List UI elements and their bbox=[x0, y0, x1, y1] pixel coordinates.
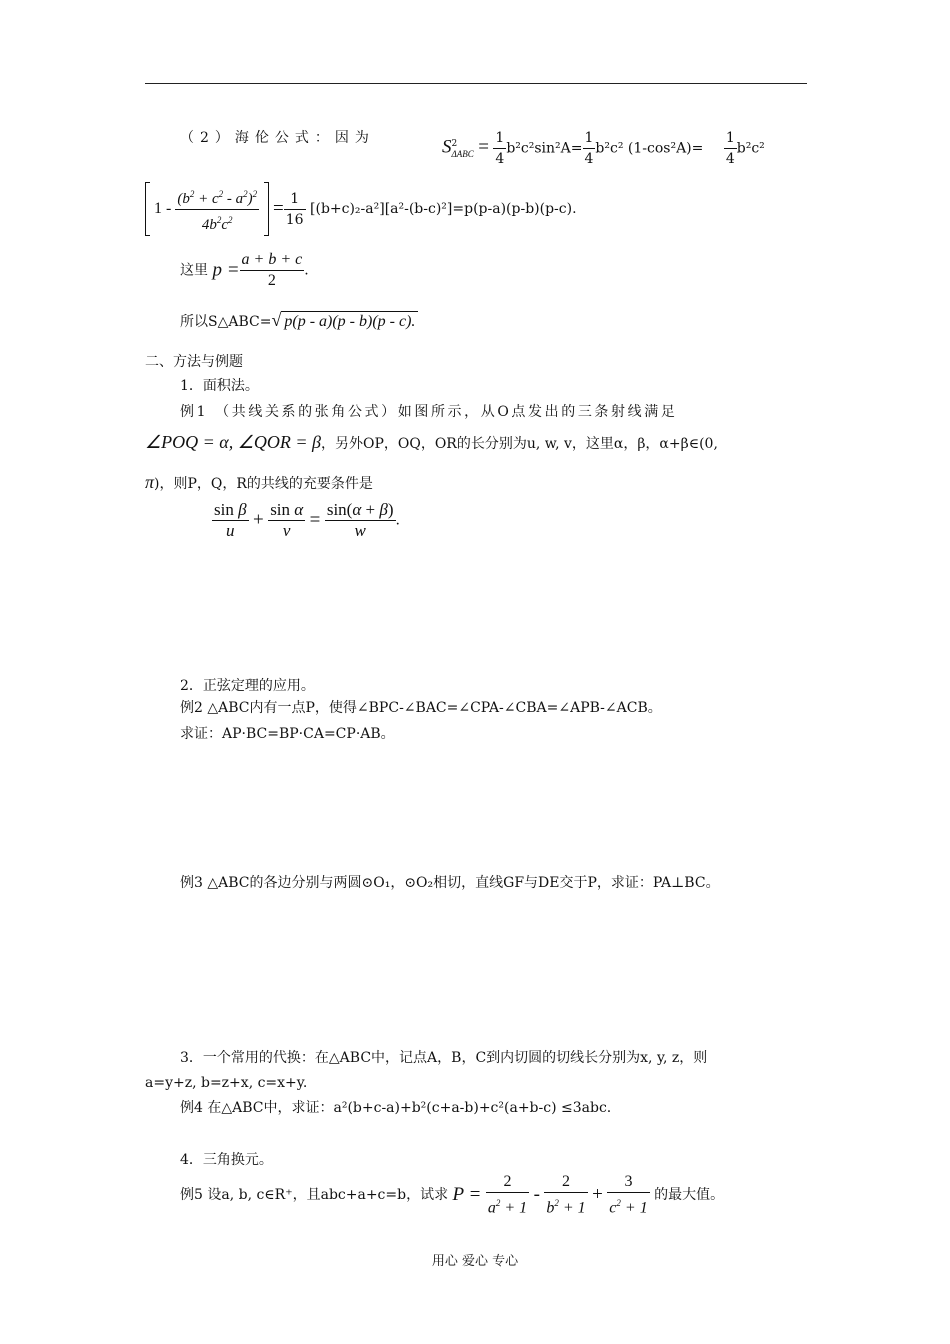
method1-title: 1．面积法。 bbox=[180, 378, 259, 394]
example5: 例5 设a, b, c∈R⁺，且abc+a+c=b，试求 P = $\frac{2}{a^2 + 1}$ - $\frac{2}{b^2 + 1}$ + $\frac{3}{c^2 + 1}$ 的最大值。 bbox=[180, 1173, 725, 1217]
p-definition: 这里 p = $\frac{a + b + c}{2}$ . bbox=[180, 251, 309, 289]
section-title: 二、方法与例题 bbox=[145, 354, 243, 370]
example1-line3: π)，则P，Q，R的共线的充要条件是 bbox=[145, 472, 373, 492]
example1-line2-tail: ，另外OP，OQ，OR的长分别为u, w, v，这里α，β，α+β∈(0, bbox=[320, 436, 718, 452]
heron-eq2: 1 - $\frac{(b^2 + c^2 - a^2)^2}{4b^2c^2}$ = $\frac{1}{16}$ [(b+c)₂-a²][a²-(b-c)²]=p(p-a)(p-b)(p-c). bbox=[145, 182, 577, 236]
heron-eq2-tail: [(b+c)₂-a²][a²-(b-c)²]=p(p-a)(p-b)(p-c). bbox=[310, 201, 577, 217]
heron-eq1-part3: b²c² bbox=[736, 140, 765, 157]
method4-title: 4．三角换元。 bbox=[180, 1152, 273, 1168]
area-label: 所以S△ABC= bbox=[180, 314, 272, 330]
example2: 例2 △ABC内有一点P，使得∠BPC-∠BAC=∠CPA-∠CBA=∠APB-∠ACB。 bbox=[180, 700, 662, 716]
heron-eq1-part1: b²c²sin²A= bbox=[506, 140, 583, 157]
heron-eq1: S 2 ΔABC = $\frac{1}{4}$ b²c²sin²A= $\frac{1}{4}$ b²c² (1-cos²A)= $\frac{1}{4}$ b²c² bbox=[442, 130, 765, 167]
method3-title-line2: a=y+z, b=z+x, c=x+y. bbox=[145, 1075, 308, 1091]
area-line: 所以S△ABC=√ p(p - a)(p - b)(p - c). bbox=[180, 310, 418, 332]
header-rule bbox=[145, 83, 807, 84]
method2-title: 2．正弦定理的应用。 bbox=[180, 678, 315, 694]
example5-lead: 例5 设a, b, c∈R⁺，且abc+a+c=b，试求 bbox=[180, 1187, 449, 1204]
example1-line3-tail: )，则P，Q，R的共线的充要条件是 bbox=[154, 476, 373, 492]
example1-line1: 例1 （共线关系的张角公式）如图所示，从O点发出的三条射线满足 bbox=[180, 404, 678, 420]
heron-eq1-part2: b²c² (1-cos²A)= bbox=[595, 140, 704, 157]
example2-proof: 求证：AP·BC=BP·CA=CP·AB。 bbox=[180, 726, 395, 742]
example1-line2: ∠POQ = α, ∠QOR = β，另外OP，OQ，OR的长分别为u, w, v，这里α，β，α+β∈(0, bbox=[145, 432, 718, 452]
example5-tail: 的最大值。 bbox=[654, 1187, 725, 1204]
collinear-condition: $\frac{\text{sin β}}{u}$ + $\frac{\text{sin α}}{v}$ = $\frac{\sin(\alpha + \beta)}{w}$ . bbox=[214, 500, 400, 540]
example4: 例4 在△ABC中，求证：a²(b+c-a)+b²(c+a-b)+c²(a+b-c) ≤3abc. bbox=[180, 1100, 612, 1116]
page-footer: 用心 爱心 专心 bbox=[431, 1254, 519, 1269]
area-expr: p(p - a)(p - b)(p - c). bbox=[281, 311, 418, 332]
heron-label: （2）海伦公式：因为 bbox=[180, 130, 375, 146]
example3: 例3 △ABC的各边分别与两圆⊙O₁，⊙O₂相切，直线GF与DE交于P，求证：PA⊥BC。 bbox=[180, 875, 720, 891]
p-def-label: 这里 bbox=[180, 262, 208, 279]
method3-title-line1: 3．一个常用的代换：在△ABC中，记点A，B，C到内切圆的切线长分别为x, y, z，则 bbox=[180, 1050, 708, 1066]
